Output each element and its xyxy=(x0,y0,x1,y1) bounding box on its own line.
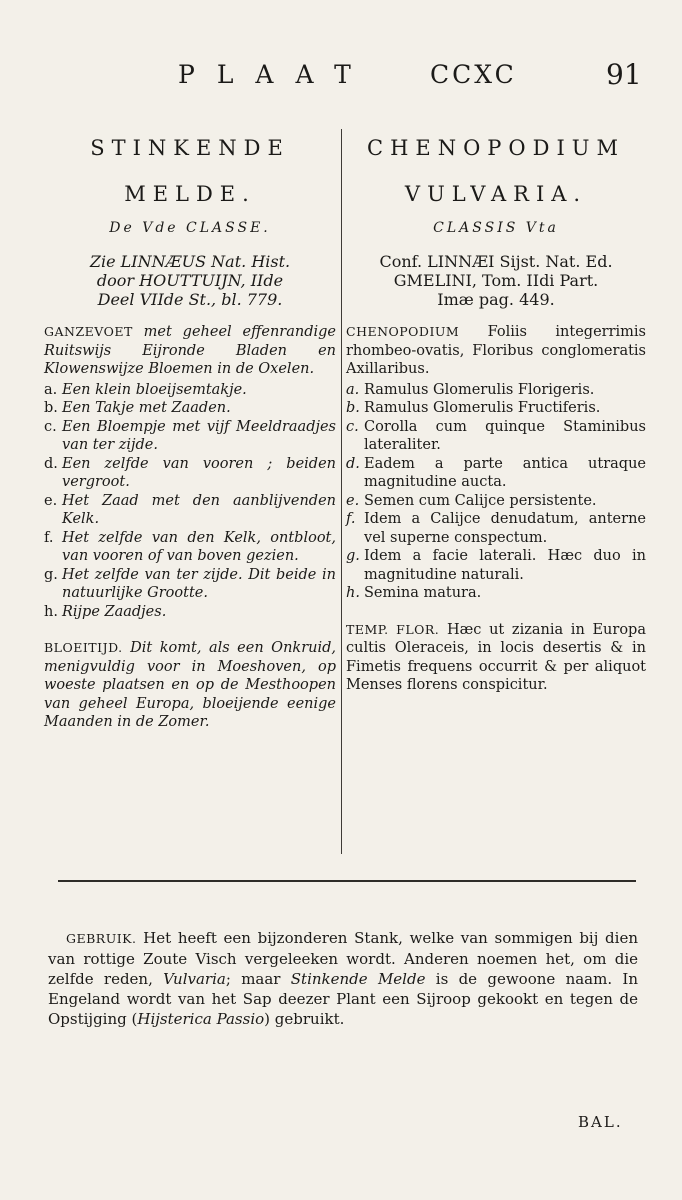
item-label: c. xyxy=(44,418,57,435)
dutch-column xyxy=(44,125,336,732)
dutch-ref-line: Zie LINNÆUS Nat. Hist. xyxy=(89,252,291,271)
list-item xyxy=(44,603,336,622)
item-label: a. xyxy=(346,381,360,398)
bloei-lead: BLOEITIJD. xyxy=(44,640,123,655)
item-text: Idem a facie laterali. Hæc duo in magnitudine naturali. xyxy=(364,548,646,583)
item-text: Semina matura. xyxy=(364,585,482,601)
item-text: Het Zaad met den aanblijvenden Kelk. xyxy=(62,492,336,527)
latin-description xyxy=(346,323,646,379)
list-item xyxy=(44,455,336,492)
gebruik-italic: Vulvaria xyxy=(163,970,226,988)
latin-desc-lead: CHENOPODIUM xyxy=(346,324,460,339)
item-text: Een Takje met Zaaden. xyxy=(62,400,231,416)
dutch-desc-lead: GANZEVOET xyxy=(44,324,133,339)
latin-reference xyxy=(346,252,646,309)
item-label: b. xyxy=(346,400,360,416)
latin-column xyxy=(346,125,646,695)
item-label: d. xyxy=(346,455,360,472)
page-number: 91 xyxy=(606,58,642,91)
list-item xyxy=(346,418,646,455)
list-item xyxy=(44,399,336,418)
column-divider xyxy=(341,129,342,854)
latin-ref-line: Imæ pag. 449. xyxy=(437,290,555,309)
item-label: f. xyxy=(44,529,54,546)
gebruik-text: ; maar xyxy=(225,970,291,988)
latin-ref-line: Conf. LINNÆI Sijst. Nat. Ed. xyxy=(379,252,613,271)
list-item xyxy=(346,510,646,547)
item-label: f. xyxy=(346,511,356,527)
plaat-heading: PLAAT xyxy=(178,60,373,89)
latin-classis: CLASSIS Vta xyxy=(433,220,559,236)
list-item xyxy=(346,381,646,400)
dutch-title-line1: STINKENDE xyxy=(90,136,290,160)
temp-lead: TEMP. FLOR. xyxy=(346,621,440,637)
item-text: Het zelfde van ter zijde. Dit beide in natuurlijke Grootte. xyxy=(62,566,336,601)
dutch-flowering-time xyxy=(44,639,336,732)
list-item xyxy=(346,492,646,511)
item-text: Eadem a parte antica utraque magnitudine aucta. xyxy=(364,455,646,490)
latin-desc-text: Foliis integerrimis rhombeo-ovatis, Floribus conglomeratis Axillaribus. xyxy=(346,324,646,377)
gebruik-lead: GEBRUIK. xyxy=(66,931,137,946)
item-text: Het zelfde van den Kelk, ontbloot, van vooren of van boven gezien. xyxy=(62,529,336,564)
list-item xyxy=(346,547,646,584)
item-text: Een Bloempje met vijf Meeldraadjes van ter zijde. xyxy=(62,418,336,453)
dutch-title-line2: MELDE. xyxy=(124,182,256,206)
dutch-ref-line: Deel VIIde St., bl. 779. xyxy=(97,290,283,309)
item-text: Ramulus Glomerulis Fructiferis. xyxy=(364,400,601,416)
list-item xyxy=(346,399,646,418)
dutch-figure-list xyxy=(44,381,336,622)
item-label: c. xyxy=(346,418,359,435)
gebruik-italic: Hijsterica Passio xyxy=(137,1010,265,1028)
list-item xyxy=(44,566,336,603)
two-column-body xyxy=(0,125,682,845)
item-text: Een zelfde van vooren ; beiden vergroot. xyxy=(62,455,336,490)
temp-text: Hæc ut zizania in Europa cultis Oleraceis, in locis desertis & in Fimetis frequens occurrit & per aliquot Menses florens conspicitur. xyxy=(346,621,646,693)
bloei-text: Dit komt, als een Onkruid, menigvuldig voor in Moeshoven, op woeste plaatsen en op de Mesthoopen van geheel Europa, bloeijende eenige Maanden in de Zomer. xyxy=(44,640,336,730)
item-text: Corolla cum quinque Staminibus lateraliter. xyxy=(364,418,646,453)
item-text: Idem a Calijce denudatum, anterne vel superne conspectum. xyxy=(364,511,646,546)
item-text: Rijpe Zaadjes. xyxy=(62,603,167,620)
dutch-classe: De Vde CLASSE. xyxy=(109,220,271,236)
item-label: h. xyxy=(44,603,58,620)
latin-flowering-time xyxy=(346,621,646,695)
horizontal-rule xyxy=(58,880,636,882)
list-item xyxy=(44,492,336,529)
item-text: Ramulus Glomerulis Florigeris. xyxy=(364,381,595,398)
item-label: a. xyxy=(44,381,58,398)
catchword: BAL. xyxy=(578,1113,623,1131)
gebruik-italic: Stinkende Melde xyxy=(290,970,426,988)
dutch-ref-line: door HOUTTUIJN, IIde xyxy=(96,271,284,290)
page-header xyxy=(0,60,682,92)
item-text: Semen cum Calijce persistente. xyxy=(364,492,597,509)
gebruik-text: Het heeft een bijzonderen Stank, welke van sommigen bij dien van rottige Zoute Visch vergeleeken wordt. Anderen noemen het, om die zelfde reden, xyxy=(48,929,638,988)
dutch-reference xyxy=(44,252,336,309)
latin-title-line2: VULVARIA. xyxy=(404,182,588,206)
list-item xyxy=(44,529,336,566)
usage-paragraph xyxy=(48,928,638,1029)
list-item xyxy=(346,584,646,603)
dutch-desc-text: met geheel effenrandige Ruitswijs Eijronde Bladen en Klowenswijze Bloemen in de Oxelen. xyxy=(44,324,336,377)
item-label: e. xyxy=(44,492,58,509)
item-label: d. xyxy=(44,455,58,472)
item-label: g. xyxy=(44,566,58,583)
gebruik-text: ) gebruikt. xyxy=(264,1010,345,1028)
plate-number: CCXC xyxy=(430,60,517,89)
item-label: g. xyxy=(346,548,360,564)
item-label: b. xyxy=(44,400,58,416)
item-label: h. xyxy=(346,585,360,601)
latin-title-line1: CHENOPODIUM xyxy=(367,136,625,160)
list-item xyxy=(44,418,336,455)
latin-figure-list xyxy=(346,381,646,603)
list-item xyxy=(44,381,336,400)
item-text: Een klein bloeijsemtakje. xyxy=(62,381,247,398)
list-item xyxy=(346,455,646,492)
item-label: e. xyxy=(346,492,360,509)
gebruik-text: is de gewoone naam. In Engeland wordt van het Sap deezer Plant een Sijroop gekookt en tegen de Opstijging ( xyxy=(48,970,638,1028)
dutch-description xyxy=(44,323,336,379)
latin-ref-line: GMELINI, Tom. IIdi Part. xyxy=(393,271,599,290)
